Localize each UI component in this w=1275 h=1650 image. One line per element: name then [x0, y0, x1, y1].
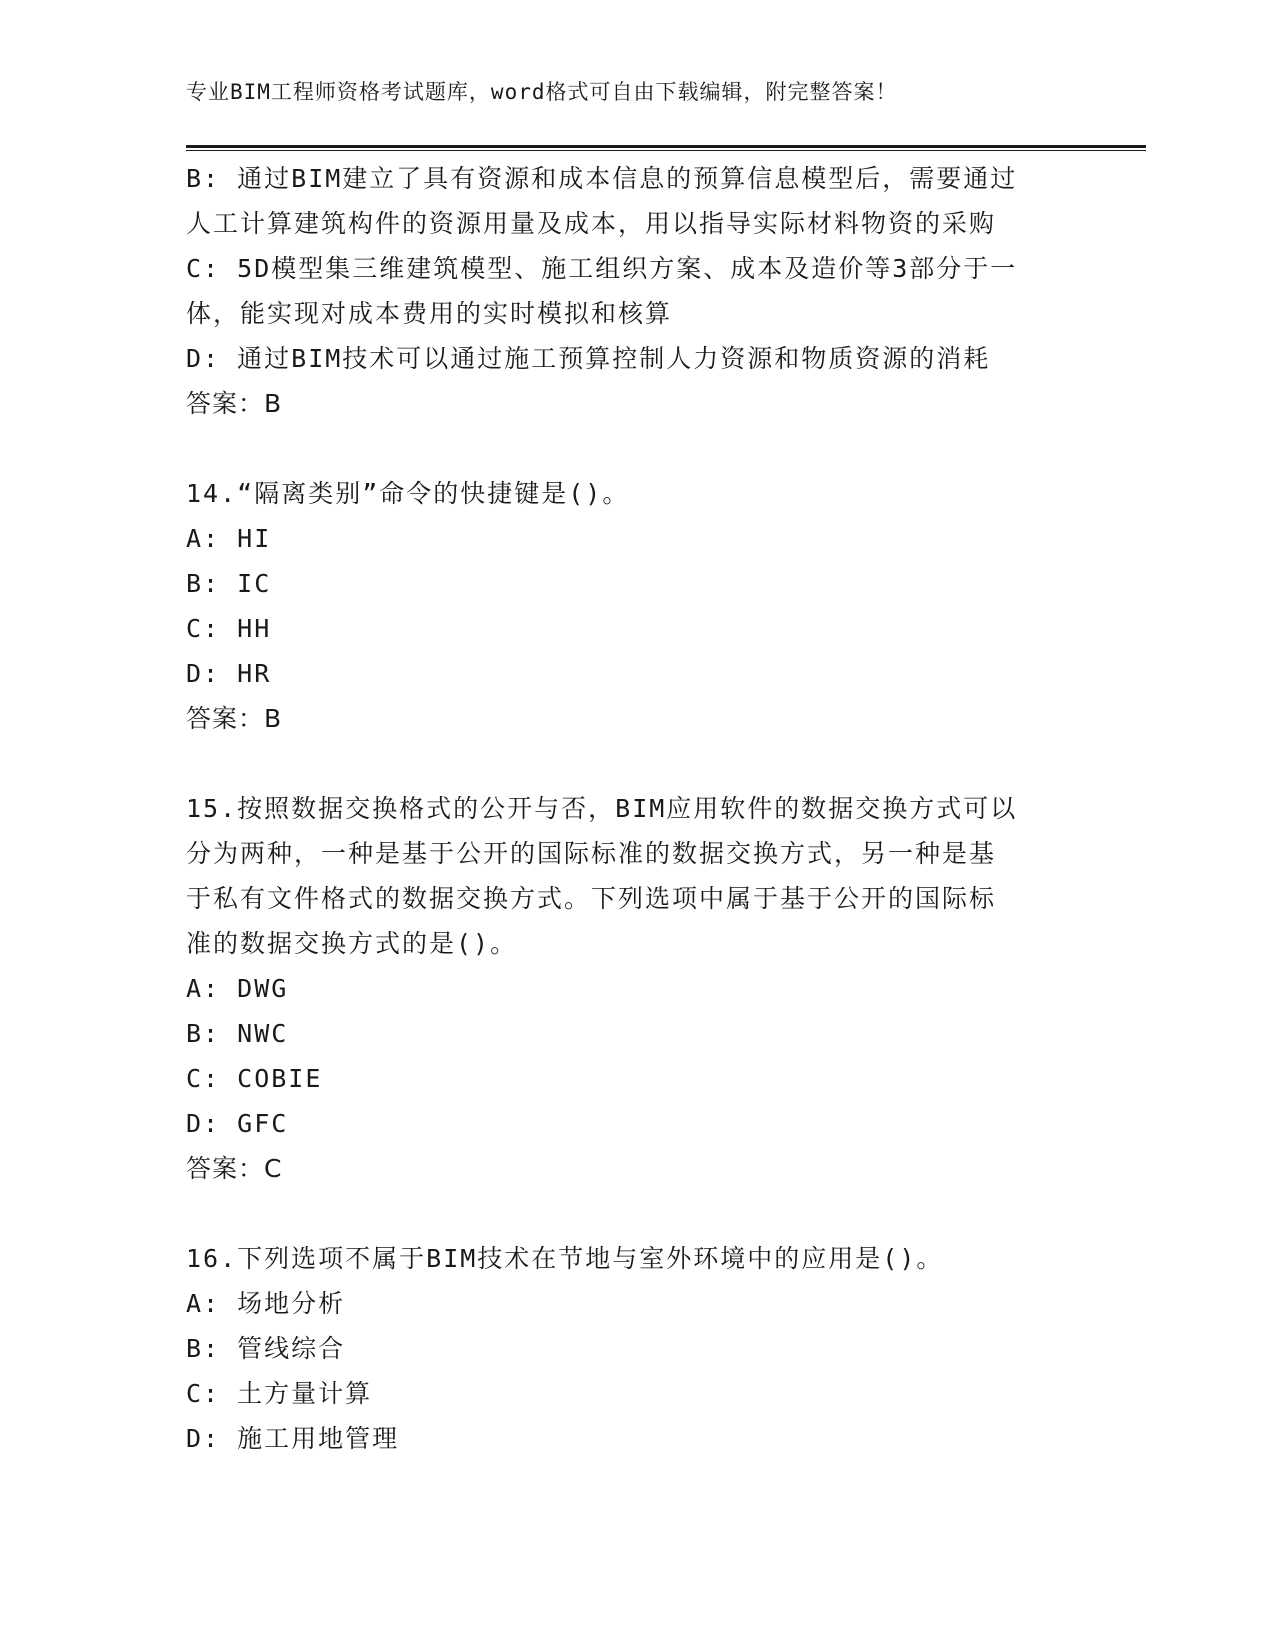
option-d: D: GFC — [186, 1109, 289, 1138]
option-a: A: DWG — [186, 974, 289, 1003]
spacer — [186, 426, 1086, 471]
option-c-line-1: C: 5D模型集三维建筑模型、施工组织方案、成本及造价等3部分于一 — [186, 254, 1018, 283]
option-a: A: HI — [186, 524, 272, 553]
question-text-line-4: 准的数据交换方式的是()。 — [186, 929, 518, 958]
answer: 答案：B — [186, 389, 283, 418]
option-b-line-1: B: 通过BIM建立了具有资源和成本信息的预算信息模型后，需要通过 — [186, 164, 1018, 193]
spacer — [186, 1191, 1086, 1236]
question-13-block — [186, 156, 1086, 426]
question-15-block — [186, 786, 1086, 1191]
option-a: A: 场地分析 — [186, 1289, 346, 1318]
question-text: 16.下列选项不属于BIM技术在节地与室外环境中的应用是()。 — [186, 1244, 944, 1273]
option-c: C: COBIE — [186, 1064, 323, 1093]
question-text-line-1: 15.按照数据交换格式的公开与否，BIM应用软件的数据交换方式可以 — [186, 794, 1018, 823]
question-14-block — [186, 471, 1086, 741]
question-content — [186, 156, 1086, 1461]
option-d: D: 施工用地管理 — [186, 1424, 400, 1453]
answer: 答案：C — [186, 1154, 283, 1183]
option-b: B: IC — [186, 569, 272, 598]
option-d: D: 通过BIM技术可以通过施工预算控制人力资源和物质资源的消耗 — [186, 344, 991, 373]
option-d: D: HR — [186, 659, 272, 688]
option-c: C: 土方量计算 — [186, 1379, 373, 1408]
answer: 答案：B — [186, 704, 283, 733]
option-b: B: NWC — [186, 1019, 289, 1048]
option-b: B: 管线综合 — [186, 1334, 346, 1363]
option-b-line-2: 人工计算建筑构件的资源用量及成本，用以指导实际材料物资的采购 — [186, 209, 997, 238]
option-c-line-2: 体，能实现对成本费用的实时模拟和核算 — [186, 299, 673, 328]
page-header: 专业BIM工程师资格考试题库，word格式可自由下载编辑，附完整答案！ — [186, 80, 898, 104]
spacer — [186, 741, 1086, 786]
option-c: C: HH — [186, 614, 272, 643]
question-text-line-2: 分为两种，一种是基于公开的国际标准的数据交换方式，另一种是基 — [186, 839, 997, 868]
question-16-block — [186, 1236, 1086, 1461]
header-divider — [186, 145, 1146, 151]
question-text-line-3: 于私有文件格式的数据交换方式。下列选项中属于基于公开的国际标 — [186, 884, 997, 913]
question-text: 14.“隔离类别”命令的快捷键是()。 — [186, 479, 630, 508]
